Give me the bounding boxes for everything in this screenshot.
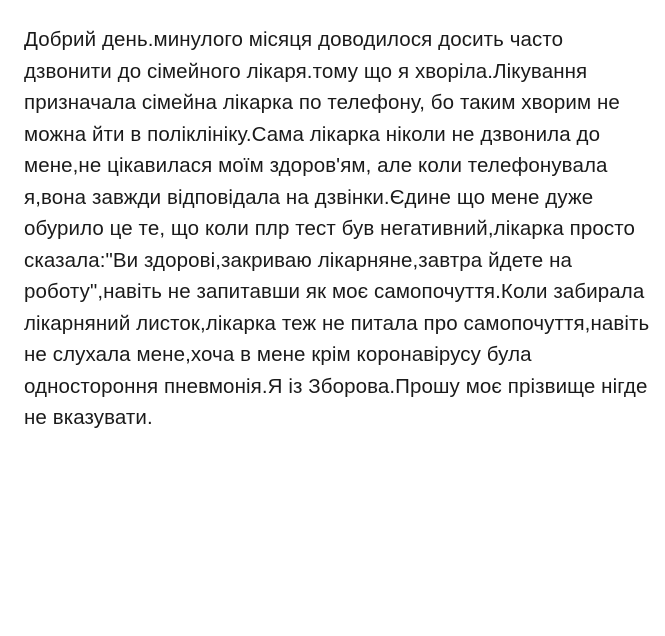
document-body-text: Добрий день.минулого місяця доводилося досить часто дзвонити до сімейного лікаря.тому що я хворіла.Лікування призначала сімейна лікарка по телефону, бо таким хворим не можна йти в поліклініку.Сама лікарка ніколи не дзвонила до мене,не цікавилася моїм здоров'ям, але коли телефонувала я,вона завжди відповідала на дзвінки.Єдине що мене дуже обурило це те, що коли плр тест був негативний,лікарка просто сказала:"Ви здорові,закриваю лікарняне,завтра йдете на роботу",навіть не запитавши як моє самопочуття.Коли забирала лікарняний листок,лікарка теж не питала про самопочуття,навіть не слухала мене,хоча в мене крім коронавірусу була одностороння пневмонія.Я із Зборова.Прошу моє прізвище нігде не вказувати. [24,28,656,429]
